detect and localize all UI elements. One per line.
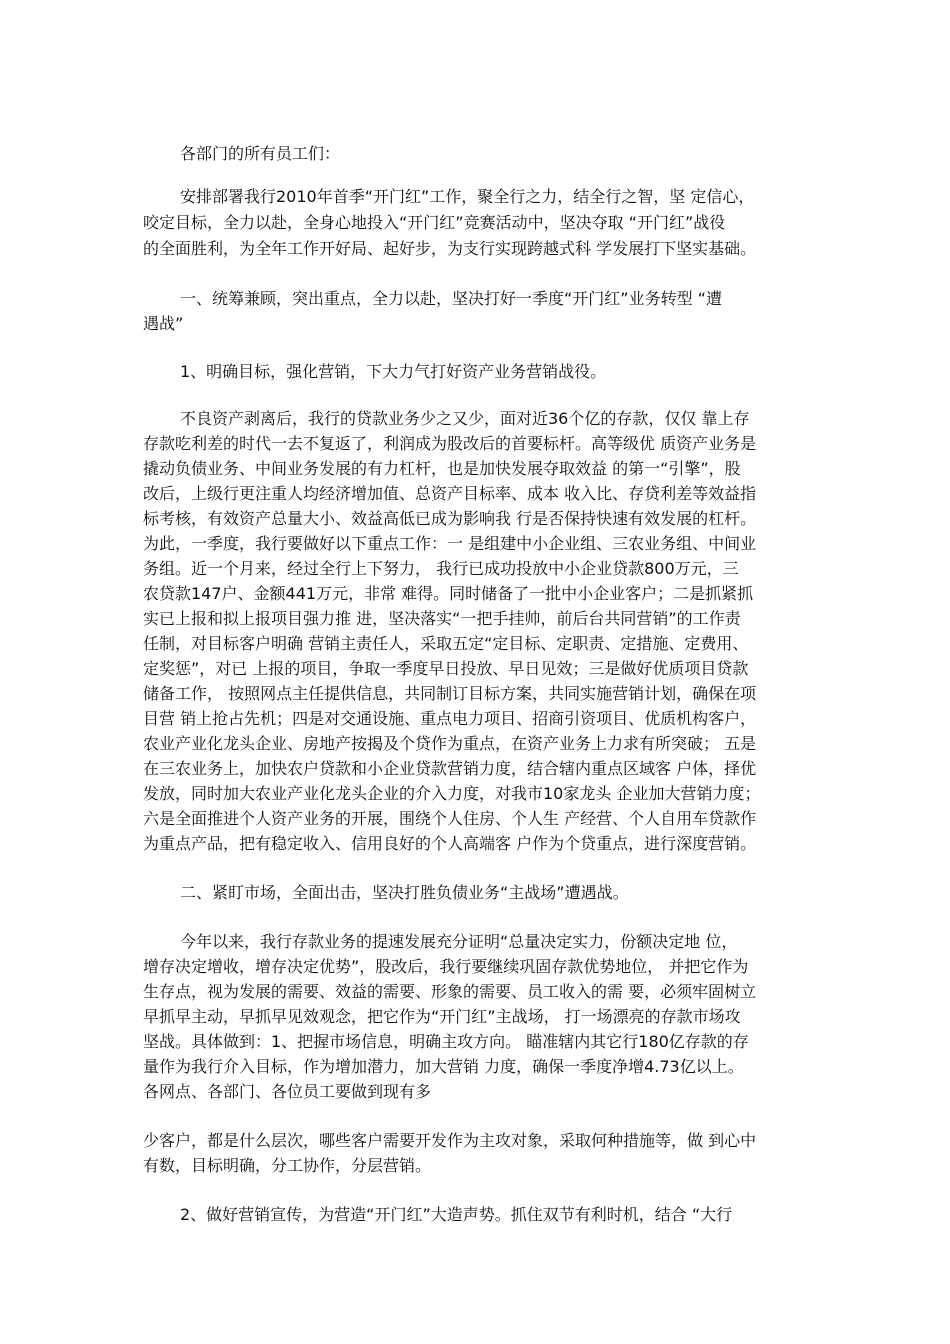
- point1-body-line: 不良资产剥离后，我行的贷款业务少之又少，面对近36个亿的存款，仅仅 靠上存: [180, 409, 750, 428]
- point1-body-line: 发放，同时加大农业产业化龙头企业的介入力度，对我市10家龙头 企业加大营销力度；: [143, 784, 761, 803]
- point1-body-line: 存款吃利差的时代一去不复返了，利润成为股改后的首要标杆。高等级优 质资产业务是: [143, 434, 757, 453]
- point1-body-line: 储备工作， 按照网点主任提供信息，共同制订目标方案，共同实施营销计划，确保在项: [143, 684, 757, 703]
- point1-body-line: 务组。近一个月来，经过全行上下努力， 我行已成功投放中小企业贷款800万元，三: [143, 559, 739, 578]
- section2-body-line: 增存决定增收，增存决定优势”，股改后，我行要继续巩固存款优势地位， 并把它作为: [143, 957, 749, 976]
- point1-body-line: 定奖惩”，对已 上报的项目，争取一季度早日投放、早日见效；三是做好优质项目贷款: [143, 659, 749, 678]
- point1-heading: 1、明确目标，强化营销，下大力气打好资产业务营销战役。: [180, 362, 607, 381]
- intro-line: 的全面胜利，为全年工作开好局、起好步，为支行实现跨越式科 学发展打下坚实基础。: [143, 239, 757, 258]
- point1-body-line: 为此，一季度，我行要做好以下重点工作：一 是组建中小企业组、三农业务组、中间业: [143, 534, 757, 553]
- section2-body-line: 生存点，视为发展的需要、效益的需要、形象的需要、员工收入的需 要，必须牢固树立: [143, 982, 757, 1001]
- point1-body-line: 在三农业务上，加快农户贷款和小企业贷款营销力度，结合辖内重点区域客 户体，择优: [143, 759, 757, 778]
- point1-body-line: 农业产业化龙头企业、房地产按揭及个贷作为重点，在资产业务上力求有所突破； 五是: [143, 734, 757, 753]
- section2-body-line: 坚战。具体做到：1、把握市场信息，明确主攻方向。 瞄准辖内其它行180亿存款的存: [143, 1032, 749, 1051]
- continuation-line: 有数，目标明确，分工协作，分层营销。: [143, 1156, 432, 1175]
- section1-heading: 一、统筹兼顾，突出重点，全力以赴，坚决打好一季度“开门红”业务转型 “遭: [180, 289, 722, 308]
- point1-body-line: 改后，上级行更注重人均经济增加值、总资产目标率、成本 收入比、存贷利差等效益指: [143, 484, 757, 503]
- section2-body-line: 今年以来，我行存款业务的提速发展充分证明“总量决定实力，份额决定地 位，: [180, 932, 738, 951]
- section2-body-line: 量作为我行介入目标，作为增加潜力，加大营销 力度，确保一季度净增4.73亿以上。: [143, 1057, 744, 1076]
- point1-body-line: 为重点产品，把有稳定收入、信用良好的个人高端客 户作为个贷重点，进行深度营销。: [143, 834, 757, 853]
- point1-body-line: 撬动负债业务、中间业务发展的有力杠杆，也是加快发展夺取效益 的第一“引擎”，股: [143, 459, 741, 478]
- continuation-line: 少客户，都是什么层次，哪些客户需要开发作为主攻对象，采取何种措施等，做 到心中: [143, 1131, 757, 1150]
- salutation: 各部门的所有员工们：: [180, 144, 341, 163]
- section1-heading: 遇战”: [143, 314, 184, 333]
- point1-body-line: 实已上报和拟上报项目强力推 进，坚决落实“一把手挂帅，前后台共同营销”的工作责: [143, 609, 741, 628]
- point1-body-line: 标考核，有效资产总量大小、效益高低已成为影响我 行是否保持快速有效发展的杠杆。: [143, 509, 757, 528]
- intro-line: 咬定目标，全力以赴，全身心地投入“开门红”竞赛活动中，坚决夺取 “开门红”战役: [143, 213, 726, 232]
- section2-body-line: 各网点、各部门、各位员工要做到现有多: [143, 1082, 432, 1101]
- intro-line: 安排部署我行2010年首季“开门红”工作，聚全行之力，结全行之智，坚 定信心，: [180, 187, 755, 206]
- section2-heading: 二、紧盯市场，全面出击，坚决打胜负债业务“主战场”遭遇战。: [180, 883, 629, 902]
- point1-body-line: 六是全面推进个人资产业务的开展，围绕个人住房、个人生 产经营、个人自用车贷款作: [143, 809, 757, 828]
- section2-body-line: 早抓早主动，早抓早见效观念，把它作为“开门红”主战场， 打一场漂亮的存款市场攻: [143, 1007, 741, 1026]
- point1-body-line: 目营 销上抢占先机；四是对交通设施、重点电力项目、招商引资项目、优质机构客户，: [143, 709, 757, 728]
- point1-body-line: 农贷款147户、金额441万元，非常 难得。同时储备了一批中小企业客户；二是抓紧抓: [143, 584, 754, 603]
- point1-body-line: 任制，对目标客户明确 营销主责任人，采取五定“定目标、定职责、定措施、定费用、: [143, 634, 749, 653]
- point2-heading: 2、做好营销宣传，为营造“开门红”大造声势。抓住双节有利时机，结合 “大行: [180, 1205, 733, 1224]
